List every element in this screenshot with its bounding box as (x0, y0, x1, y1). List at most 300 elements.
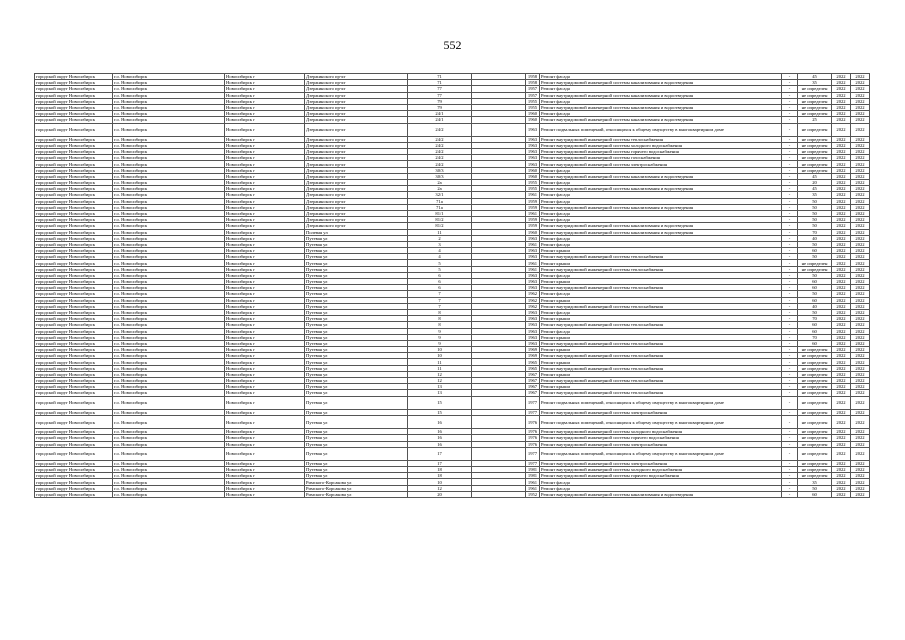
cost-cell: 50 (798, 485, 832, 491)
house-cell: 79 (408, 98, 472, 104)
street-cell: Путевая ул (305, 353, 408, 359)
cost-cell: не определен (798, 429, 832, 435)
house-cell: 8 (408, 322, 472, 328)
cost-cell: не определен (798, 111, 832, 117)
year-start-cell: 2022 (832, 429, 851, 435)
cost-cell: 50 (798, 241, 832, 247)
year-start-cell: 2022 (832, 254, 851, 260)
cost-cell: 60 (798, 248, 832, 254)
municipality-cell: г.о. Новосибирск (113, 441, 225, 447)
house-cell: 79 (408, 104, 472, 110)
year-cell: 1963 (526, 123, 540, 136)
work-type-cell: Ремонт фасада (540, 86, 782, 92)
city-cell: Новосибирск г (225, 285, 305, 291)
year-end-cell: 2022 (851, 435, 870, 441)
works-table (34, 73, 870, 498)
cost-cell: не определен (798, 371, 832, 377)
year-start-cell: 2022 (832, 365, 851, 371)
year-cell: 1961 (526, 260, 540, 266)
year-cell: 1960 (526, 167, 540, 173)
year-cell: 1977 (526, 409, 540, 415)
year-cell: 1963 (526, 155, 540, 161)
year-start-cell: 2022 (832, 266, 851, 272)
cost-cell: 35 (798, 80, 832, 86)
year-cell: 1963 (526, 340, 540, 346)
street-cell: Путевая ул (305, 441, 408, 447)
year-start-cell: 2022 (832, 241, 851, 247)
cost-cell: не определен (798, 409, 832, 415)
street-cell: Путевая ул (305, 309, 408, 315)
city-cell: Новосибирск г (225, 123, 305, 136)
district-cell: городской округ Новосибирск (35, 198, 113, 204)
work-type-cell: Ремонт внутридомовой инженерной системы канализования и водоотведения (540, 92, 782, 98)
street-cell: Путевая ул (305, 378, 408, 384)
cost-cell: 70 (798, 229, 832, 235)
municipality-cell: г.о. Новосибирск (113, 485, 225, 491)
year-end-cell: 2022 (851, 429, 870, 435)
work-type-cell: Ремонт внутридомовой инженерной системы электроснабжения (540, 409, 782, 415)
house-cell: 71а (408, 204, 472, 210)
year-end-cell: 2022 (851, 161, 870, 167)
house-cell: 12 (408, 371, 472, 377)
year-cell: 1969 (526, 353, 540, 359)
city-cell: Новосибирск г (225, 248, 305, 254)
work-type-cell: Ремонт внутридомовой инженерной системы теплоснабжения (540, 285, 782, 291)
street-cell: Путевая ул (305, 473, 408, 479)
street-cell: Дзержинского пр-кт (305, 142, 408, 148)
year-start-cell: 2022 (832, 334, 851, 340)
house-cell: 71 (408, 74, 472, 80)
year-end-cell: 2022 (851, 104, 870, 110)
dash-cell: - (782, 409, 798, 415)
table-row (35, 396, 870, 409)
cost-cell: 50 (798, 217, 832, 223)
city-cell: Новосибирск г (225, 473, 305, 479)
year-end-cell: 2022 (851, 473, 870, 479)
municipality-cell: г.о. Новосибирск (113, 198, 225, 204)
municipality-cell: г.о. Новосибирск (113, 248, 225, 254)
cost-cell: не определен (798, 415, 832, 428)
work-type-cell: Ремонт фасада (540, 98, 782, 104)
year-end-cell: 2022 (851, 365, 870, 371)
year-cell: 1963 (526, 285, 540, 291)
city-cell: Новосибирск г (225, 198, 305, 204)
cost-cell: не определен (798, 149, 832, 155)
year-end-cell: 2022 (851, 390, 870, 396)
cost-cell: 35 (798, 479, 832, 485)
year-cell: 1959 (526, 204, 540, 210)
street-cell: Путевая ул (305, 460, 408, 466)
table-row (35, 447, 870, 460)
municipality-cell: г.о. Новосибирск (113, 111, 225, 117)
cost-cell: 20 (798, 180, 832, 186)
cost-cell: не определен (798, 378, 832, 384)
street-cell: Путевая ул (305, 266, 408, 272)
cost-cell: 50 (798, 198, 832, 204)
street-cell: Путевая ул (305, 435, 408, 441)
dash-cell: - (782, 485, 798, 491)
year-end-cell: 2022 (851, 460, 870, 466)
page-number: 552 (443, 38, 462, 52)
cost-cell: 60 (798, 322, 832, 328)
city-cell: Новосибирск г (225, 86, 305, 92)
street-cell: Путевая ул (305, 447, 408, 460)
year-end-cell: 2022 (851, 149, 870, 155)
district-cell: городской округ Новосибирск (35, 353, 113, 359)
cost-cell: 60 (798, 491, 832, 497)
cost-cell: 60 (798, 340, 832, 346)
cost-cell: не определен (798, 390, 832, 396)
year-cell: 1963 (526, 316, 540, 322)
year-end-cell: 2022 (851, 260, 870, 266)
dash-cell: - (782, 155, 798, 161)
city-cell: Новосибирск г (225, 435, 305, 441)
city-cell: Новосибирск г (225, 378, 305, 384)
year-cell: 1967 (526, 371, 540, 377)
year-start-cell: 2022 (832, 86, 851, 92)
year-cell: 1958 (526, 74, 540, 80)
city-cell: Новосибирск г (225, 396, 305, 409)
city-cell: Новосибирск г (225, 303, 305, 309)
street-cell: Дзержинского пр-кт (305, 167, 408, 173)
city-cell: Новосибирск г (225, 334, 305, 340)
year-cell: 1962 (526, 303, 540, 309)
year-cell: 1981 (526, 467, 540, 473)
year-cell: 1965 (526, 359, 540, 365)
year-end-cell: 2022 (851, 155, 870, 161)
year-end-cell: 2022 (851, 316, 870, 322)
cost-cell: 50 (798, 204, 832, 210)
cost-cell: не определен (798, 86, 832, 92)
year-end-cell: 2022 (851, 378, 870, 384)
year-end-cell: 2022 (851, 180, 870, 186)
work-type-cell: Ремонт фасада (540, 192, 782, 198)
municipality-cell: г.о. Новосибирск (113, 291, 225, 297)
municipality-cell: г.о. Новосибирск (113, 334, 225, 340)
year-end-cell: 2022 (851, 415, 870, 428)
dash-cell: - (782, 429, 798, 435)
city-cell: Новосибирск г (225, 353, 305, 359)
dash-cell: - (782, 254, 798, 260)
street-cell: Путевая ул (305, 322, 408, 328)
street-cell: Путевая ул (305, 365, 408, 371)
street-cell: Дзержинского пр-кт (305, 111, 408, 117)
street-cell: Полевая ул (305, 229, 408, 235)
dash-cell: - (782, 149, 798, 155)
city-cell: Новосибирск г (225, 291, 305, 297)
dash-cell: - (782, 217, 798, 223)
house-cell: 15 (408, 396, 472, 409)
year-start-cell: 2022 (832, 485, 851, 491)
district-cell: городской округ Новосибирск (35, 117, 113, 123)
house-cell: 24/1 (408, 117, 472, 123)
district-cell: городской округ Новосибирск (35, 485, 113, 491)
municipality-cell: г.о. Новосибирск (113, 98, 225, 104)
year-cell: 1976 (526, 441, 540, 447)
municipality-cell: г.о. Новосибирск (113, 340, 225, 346)
municipality-cell: г.о. Новосибирск (113, 155, 225, 161)
street-cell: Дзержинского пр-кт (305, 186, 408, 192)
district-cell: городской округ Новосибирск (35, 340, 113, 346)
work-type-cell: Ремонт фасада (540, 235, 782, 241)
dash-cell: - (782, 272, 798, 278)
year-end-cell: 2022 (851, 167, 870, 173)
street-cell: Путевая ул (305, 254, 408, 260)
city-cell: Новосибирск г (225, 149, 305, 155)
year-cell: 1963 (526, 136, 540, 142)
work-type-cell: Ремонт внутридомовой инженерной системы газоснабжения (540, 155, 782, 161)
year-start-cell: 2022 (832, 117, 851, 123)
year-start-cell: 2022 (832, 291, 851, 297)
cost-cell: 45 (798, 173, 832, 179)
municipality-cell: г.о. Новосибирск (113, 467, 225, 473)
work-type-cell: Ремонт внутридомовой инженерной системы теплоснабжения (540, 365, 782, 371)
district-cell: городской округ Новосибирск (35, 365, 113, 371)
municipality-cell: г.о. Новосибирск (113, 429, 225, 435)
street-cell: Путевая ул (305, 340, 408, 346)
work-type-cell: Ремонт внутридомовой инженерной системы теплоснабжения (540, 254, 782, 260)
year-end-cell: 2022 (851, 334, 870, 340)
dash-cell: - (782, 378, 798, 384)
house-cell: 9 (408, 328, 472, 334)
cost-cell: не определен (798, 441, 832, 447)
house-cell: 7 (408, 303, 472, 309)
dash-cell: - (782, 136, 798, 142)
city-cell: Новосибирск г (225, 161, 305, 167)
street-cell: Дзержинского пр-кт (305, 80, 408, 86)
house-cell: 2 (408, 235, 472, 241)
year-start-cell: 2022 (832, 123, 851, 136)
municipality-cell: г.о. Новосибирск (113, 365, 225, 371)
year-start-cell: 2022 (832, 447, 851, 460)
work-type-cell: Ремонт крыши (540, 384, 782, 390)
work-type-cell: Ремонт фасада (540, 309, 782, 315)
municipality-cell: г.о. Новосибирск (113, 322, 225, 328)
year-start-cell: 2022 (832, 435, 851, 441)
dash-cell: - (782, 328, 798, 334)
year-cell: 1955 (526, 180, 540, 186)
municipality-cell: г.о. Новосибирск (113, 192, 225, 198)
street-cell: Дзержинского пр-кт (305, 117, 408, 123)
district-cell: городской округ Новосибирск (35, 155, 113, 161)
year-start-cell: 2022 (832, 340, 851, 346)
city-cell: Новосибирск г (225, 210, 305, 216)
district-cell: городской округ Новосибирск (35, 149, 113, 155)
cost-cell: 60 (798, 328, 832, 334)
district-cell: городской округ Новосибирск (35, 303, 113, 309)
cost-cell: 60 (798, 297, 832, 303)
year-cell: 1967 (526, 378, 540, 384)
year-start-cell: 2022 (832, 217, 851, 223)
year-end-cell: 2022 (851, 359, 870, 365)
year-cell: 1959 (526, 217, 540, 223)
street-cell: Дзержинского пр-кт (305, 98, 408, 104)
municipality-cell: г.о. Новосибирск (113, 279, 225, 285)
year-end-cell: 2022 (851, 223, 870, 229)
year-start-cell: 2022 (832, 260, 851, 266)
city-cell: Новосибирск г (225, 74, 305, 80)
house-cell: 2а (408, 180, 472, 186)
city-cell: Новосибирск г (225, 340, 305, 346)
work-type-cell: Ремонт фасада (540, 217, 782, 223)
year-end-cell: 2022 (851, 217, 870, 223)
house-cell: 32/1 (408, 192, 472, 198)
house-cell: 17 (408, 447, 472, 460)
dash-cell: - (782, 285, 798, 291)
building-cell (472, 123, 526, 136)
street-cell: Путевая ул (305, 390, 408, 396)
dash-cell: - (782, 74, 798, 80)
house-cell: 16 (408, 415, 472, 428)
city-cell: Новосибирск г (225, 467, 305, 473)
table-row (35, 123, 870, 136)
district-cell: городской округ Новосибирск (35, 390, 113, 396)
municipality-cell: г.о. Новосибирск (113, 328, 225, 334)
dash-cell: - (782, 180, 798, 186)
district-cell: городской округ Новосибирск (35, 415, 113, 428)
municipality-cell: г.о. Новосибирск (113, 142, 225, 148)
year-end-cell: 2022 (851, 229, 870, 235)
year-cell: 1955 (526, 186, 540, 192)
municipality-cell: г.о. Новосибирск (113, 254, 225, 260)
house-cell: 16 (408, 441, 472, 447)
year-start-cell: 2022 (832, 390, 851, 396)
work-type-cell: Ремонт внутридомовой инженерной системы канализования и водоотведения (540, 186, 782, 192)
cost-cell: 50 (798, 309, 832, 315)
dash-cell: - (782, 235, 798, 241)
year-cell: 1961 (526, 241, 540, 247)
work-type-cell: Ремонт фасада (540, 479, 782, 485)
year-start-cell: 2022 (832, 104, 851, 110)
year-start-cell: 2022 (832, 198, 851, 204)
year-cell: 1952 (526, 491, 540, 497)
work-type-cell: Ремонт внутридомовой инженерной системы электроснабжения (540, 161, 782, 167)
house-cell: 8 (408, 316, 472, 322)
cost-cell: 50 (798, 210, 832, 216)
year-start-cell: 2022 (832, 98, 851, 104)
city-cell: Новосибирск г (225, 173, 305, 179)
dash-cell: - (782, 334, 798, 340)
municipality-cell: г.о. Новосибирск (113, 241, 225, 247)
house-cell: 71 (408, 80, 472, 86)
work-type-cell: Ремонт внутридомовой инженерной системы канализования и водоотведения (540, 491, 782, 497)
year-start-cell: 2022 (832, 173, 851, 179)
work-type-cell: Ремонт подвальных помещений, относящихся к общему имуществу в многоквартирном доме (540, 447, 782, 460)
year-end-cell: 2022 (851, 210, 870, 216)
dash-cell: - (782, 198, 798, 204)
year-end-cell: 2022 (851, 285, 870, 291)
year-end-cell: 2022 (851, 254, 870, 260)
year-cell: 1960 (526, 111, 540, 117)
district-cell: городской округ Новосибирск (35, 291, 113, 297)
year-start-cell: 2022 (832, 80, 851, 86)
cost-cell: 50 (798, 223, 832, 229)
district-cell: городской округ Новосибирск (35, 441, 113, 447)
year-cell: 1967 (526, 384, 540, 390)
municipality-cell: г.о. Новосибирск (113, 272, 225, 278)
dash-cell: - (782, 186, 798, 192)
work-type-cell: Ремонт подвальных помещений, относящихся к общему имуществу в многоквартирном доме (540, 123, 782, 136)
street-cell: Путевая ул (305, 467, 408, 473)
year-cell: 1969 (526, 347, 540, 353)
dash-cell: - (782, 123, 798, 136)
house-cell: 4 (408, 254, 472, 260)
year-start-cell: 2022 (832, 353, 851, 359)
year-end-cell: 2022 (851, 340, 870, 346)
year-start-cell: 2022 (832, 235, 851, 241)
year-end-cell: 2022 (851, 111, 870, 117)
city-cell: Новосибирск г (225, 217, 305, 223)
dash-cell: - (782, 98, 798, 104)
district-cell: городской округ Новосибирск (35, 92, 113, 98)
district-cell: городской округ Новосибирск (35, 279, 113, 285)
year-start-cell: 2022 (832, 229, 851, 235)
year-start-cell: 2022 (832, 359, 851, 365)
municipality-cell: г.о. Новосибирск (113, 390, 225, 396)
city-cell: Новосибирск г (225, 136, 305, 142)
cost-cell: не определен (798, 447, 832, 460)
year-start-cell: 2022 (832, 303, 851, 309)
dash-cell: - (782, 303, 798, 309)
work-type-cell: Ремонт внутридомовой инженерной системы теплоснабжения (540, 353, 782, 359)
work-type-cell: Ремонт внутридомовой инженерной системы канализования и водоотведения (540, 104, 782, 110)
year-start-cell: 2022 (832, 210, 851, 216)
dash-cell: - (782, 86, 798, 92)
street-cell: Путевая ул (305, 359, 408, 365)
city-cell: Новосибирск г (225, 371, 305, 377)
city-cell: Новосибирск г (225, 328, 305, 334)
municipality-cell: г.о. Новосибирск (113, 297, 225, 303)
city-cell: Новосибирск г (225, 441, 305, 447)
street-cell: Дзержинского пр-кт (305, 210, 408, 216)
year-cell: 1963 (526, 279, 540, 285)
district-cell: городской округ Новосибирск (35, 260, 113, 266)
city-cell: Новосибирск г (225, 186, 305, 192)
year-cell: 1957 (526, 92, 540, 98)
year-start-cell: 2022 (832, 396, 851, 409)
city-cell: Новосибирск г (225, 142, 305, 148)
street-cell: Путевая ул (305, 384, 408, 390)
year-start-cell: 2022 (832, 309, 851, 315)
cost-cell: не определен (798, 142, 832, 148)
work-type-cell: Ремонт крыши (540, 316, 782, 322)
district-cell: городской округ Новосибирск (35, 322, 113, 328)
year-start-cell: 2022 (832, 415, 851, 428)
city-cell: Новосибирск г (225, 223, 305, 229)
year-end-cell: 2022 (851, 136, 870, 142)
city-cell: Новосибирск г (225, 229, 305, 235)
year-start-cell: 2022 (832, 460, 851, 466)
municipality-cell: г.о. Новосибирск (113, 378, 225, 384)
work-type-cell: Ремонт внутридомовой инженерной системы холодного водоснабжения (540, 467, 782, 473)
year-end-cell: 2022 (851, 80, 870, 86)
year-start-cell: 2022 (832, 223, 851, 229)
dash-cell: - (782, 316, 798, 322)
city-cell: Новосибирск г (225, 485, 305, 491)
district-cell: городской округ Новосибирск (35, 229, 113, 235)
house-cell: 12 (408, 485, 472, 491)
year-end-cell: 2022 (851, 248, 870, 254)
district-cell: городской округ Новосибирск (35, 285, 113, 291)
dash-cell: - (782, 92, 798, 98)
dash-cell: - (782, 384, 798, 390)
year-end-cell: 2022 (851, 441, 870, 447)
year-start-cell: 2022 (832, 74, 851, 80)
district-cell: городской округ Новосибирск (35, 223, 113, 229)
year-cell: 1962 (526, 297, 540, 303)
cost-cell: 70 (798, 316, 832, 322)
year-end-cell: 2022 (851, 491, 870, 497)
